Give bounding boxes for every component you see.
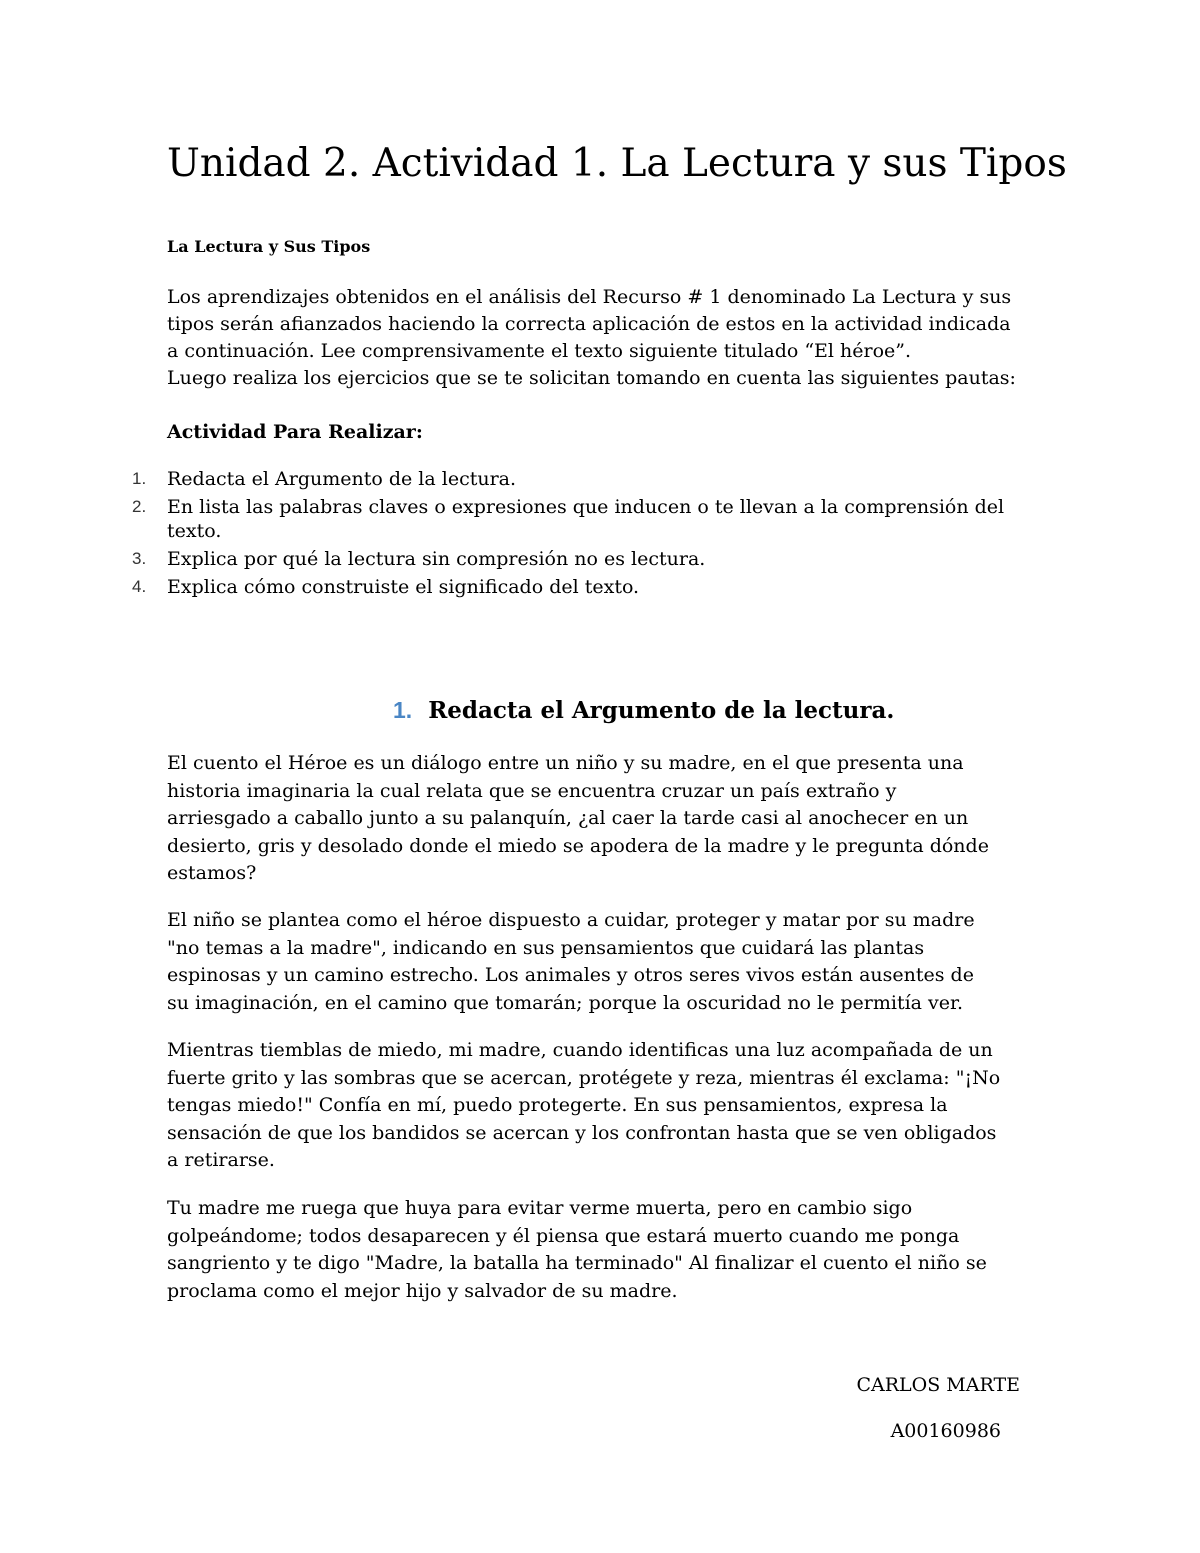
- task-line: texto.: [167, 520, 222, 542]
- section-heading-text: Redacta el Argumento de la lectura.: [428, 697, 895, 724]
- paragraph-line: Tu madre me ruega que huya para evitar verme muerta, pero en cambio sigo: [167, 1197, 913, 1219]
- paragraph-line: fuerte grito y las sombras que se acercan, protégete y reza, mientras él exclama: "¡No: [167, 1066, 1001, 1089]
- task-line: Explica cómo construiste el significado del texto.: [167, 576, 640, 598]
- task-number: 1.: [132, 469, 147, 488]
- intro-line: tipos serán afianzados haciendo la correcta aplicación de estos en la actividad indicada: [167, 313, 1011, 335]
- task-item: [0, 467, 1100, 491]
- document-subtitle: La Lectura y Sus Tipos: [167, 237, 371, 256]
- intro-line: Luego realiza los ejercicios que se te solicitan tomando en cuenta las siguientes pautas:: [167, 367, 1016, 389]
- paragraph-line: arriesgado a caballo junto a su palanquín, ¿al caer la tarde casi al anochecer en un: [167, 807, 969, 829]
- task-list: [0, 467, 1100, 603]
- task-line: En lista las palabras claves o expresiones que inducen o te llevan a la comprensión del: [167, 496, 1005, 518]
- task-line: Redacta el Argumento de la lectura.: [167, 468, 517, 490]
- paragraph-line: "no temas a la madre", indicando en sus pensamientos que cuidará las plantas: [167, 936, 925, 959]
- section-heading: [393, 694, 894, 727]
- paragraph-line: El cuento el Héroe es un diálogo entre un niño y su madre, en el que presenta una: [167, 752, 964, 774]
- student-id: A00160986: [890, 1420, 1001, 1442]
- paragraph-line: historia imaginaria la cual relata que se encuentra cruzar un país extraño y: [167, 779, 897, 802]
- intro-paragraph: [167, 284, 1047, 392]
- task-number: 4.: [132, 577, 147, 596]
- task-text: [167, 547, 1100, 571]
- task-item: [0, 575, 1100, 599]
- intro-line: Los aprendizajes obtenidos en el análisis del Recurso # 1 denominado La Lectura y sus: [167, 286, 1012, 308]
- paragraph-line: su imaginación, en el camino que tomarán; porque la oscuridad no le permitía ver.: [167, 991, 964, 1014]
- task-item: [0, 495, 1100, 543]
- paragraph-line: espinosas y un camino estrecho. Los animales y otros seres vivos están ausentes de: [167, 964, 974, 986]
- paragraph-line: sangriento y te digo "Madre, la batalla ha terminado" Al finalizar el cuento el niño se: [167, 1252, 987, 1274]
- paragraph-line: golpeándome; todos desaparecen y él piensa que estará muerto cuando me ponga: [167, 1224, 960, 1247]
- paragraph-line: a retirarse.: [167, 1149, 275, 1171]
- paragraph-line: Mientras tiemblas de miedo, mi madre, cuando identificas una luz acompañada de un: [167, 1039, 993, 1061]
- author-name: CARLOS MARTE: [856, 1374, 1020, 1396]
- task-text: [167, 495, 1100, 543]
- paragraph-line: estamos?: [167, 862, 257, 884]
- paragraph-line: desierto, gris y desolado donde el miedo se apodera de la madre y le pregunta dónde: [167, 834, 989, 857]
- paragraph-line: tengas miedo!" Confía en mí, puedo protegerte. En sus pensamientos, expresa la: [167, 1094, 948, 1116]
- task-item: [0, 547, 1100, 571]
- body-paragraph: [167, 750, 1047, 888]
- paragraph-line: sensación de que los bandidos se acercan y los confrontan hasta que se ven obligados: [167, 1121, 997, 1144]
- paragraph-line: proclama como el mejor hijo y salvador de su madre.: [167, 1279, 678, 1302]
- task-number: 3.: [132, 549, 147, 568]
- body-paragraph: [167, 1037, 1047, 1175]
- body-paragraph: [167, 907, 1047, 1017]
- document-title: Unidad 2. Actividad 1. La Lectura y sus Tipos: [167, 141, 1067, 186]
- task-line: Explica por qué la lectura sin compresión no es lectura.: [167, 548, 706, 570]
- body-paragraph: [167, 1195, 1047, 1305]
- task-number: 2.: [132, 497, 147, 516]
- section-number: 1.: [393, 697, 413, 723]
- task-text: [167, 575, 1100, 599]
- task-text: [167, 467, 1100, 491]
- paragraph-line: El niño se plantea como el héroe dispuesto a cuidar, proteger y matar por su madre: [167, 909, 975, 931]
- activity-heading: Actividad Para Realizar:: [167, 421, 423, 443]
- intro-line: a continuación. Lee comprensivamente el texto siguiente titulado “El héroe”.: [167, 340, 912, 362]
